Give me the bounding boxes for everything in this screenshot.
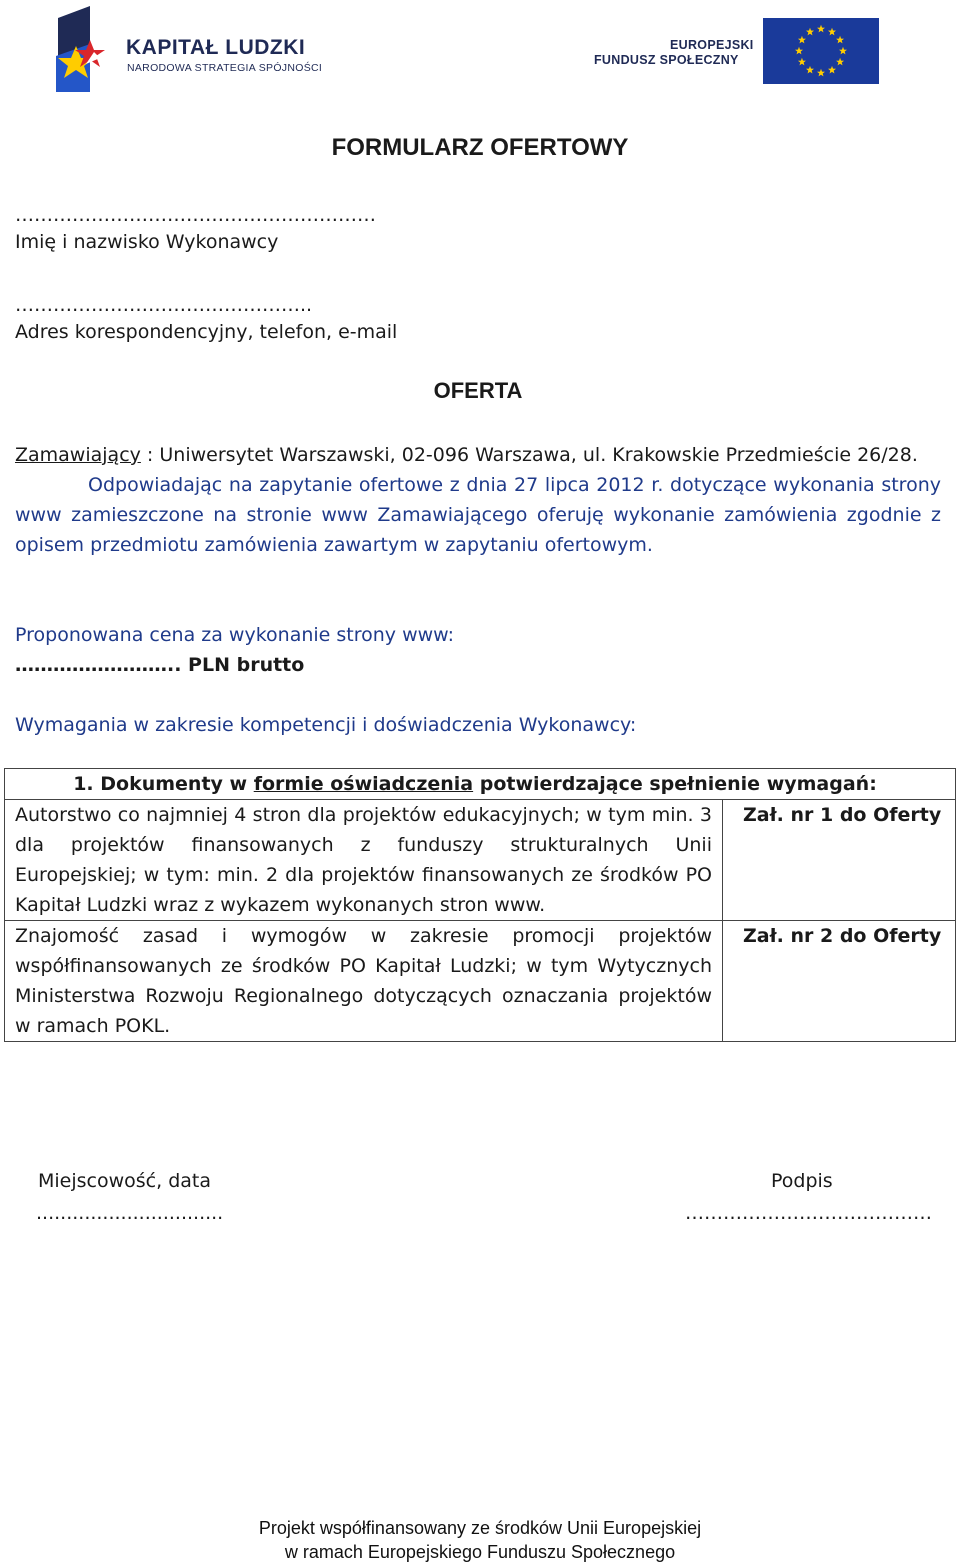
statement-form-link: formie oświadczenia xyxy=(253,773,474,795)
ordering-party xyxy=(15,440,941,470)
table-header-row xyxy=(5,769,956,800)
contractor-name-label: Imię i nazwisko Wykonawcy xyxy=(15,231,279,253)
kapital-ludzki-emblem-icon xyxy=(50,6,130,92)
place-date-label: Miejscowość, data xyxy=(38,1170,211,1192)
eu-flag-icon xyxy=(763,18,879,84)
signature-label: Podpis xyxy=(771,1170,833,1192)
footer xyxy=(0,1516,960,1564)
table-row xyxy=(5,800,956,921)
kapital-ludzki-subtitle: NARODOWA STRATEGIA SPÓJNOŚCI xyxy=(127,62,323,74)
requirement-description: Autorstwo co najmniej 4 stron dla projektów edukacyjnych; w tym min. 3 dla projektów finansowanych z funduszy strukturalnych Unii Europejskiej; w tym: min. 2 dla projektów finansowanych ze środków PO Kapitał Ludzki wraz z wykazem wykonanych stron www. xyxy=(5,800,723,921)
efs-logo xyxy=(590,18,880,86)
kapital-ludzki-name: KAPITAŁ LUDZKI xyxy=(126,36,306,59)
ordering-party-label: Zamawiający xyxy=(15,444,141,466)
place-date-dots: ............................... xyxy=(36,1202,224,1224)
offer-paragraph-text: Odpowiadając na zapytanie ofertowe z dnia 27 lipca 2012 r. dotyczące wykonania strony www zamieszczone na stronie www Zamawiającego oferuję wykonanie zamówienia zgodnie z opisem przedmiotu zamówienia zawartym w zapytaniu ofertowym. xyxy=(15,474,941,556)
contractor-name-dots: ………………………………………………… xyxy=(15,204,376,226)
footer-line1: Projekt współfinansowany ze środków Unii Europejskiej xyxy=(258,1518,702,1538)
requirement-attachment: Zał. nr 2 do Oferty xyxy=(723,921,956,1042)
requirement-attachment: Zał. nr 1 do Oferty xyxy=(723,800,956,921)
price-unit: PLN brutto xyxy=(181,654,305,676)
kapital-ludzki-logo xyxy=(50,6,340,92)
contractor-address-dots: ……………………………………….. xyxy=(15,294,313,316)
signature-dots: ………………………………… xyxy=(685,1202,932,1224)
offer-title: OFERTA xyxy=(433,378,523,403)
offer-paragraph xyxy=(15,470,941,560)
form-title: FORMULARZ OFERTOWY xyxy=(331,134,629,161)
intro-section xyxy=(15,440,941,560)
efs-logo-line1: EUROPEJSKI xyxy=(670,38,754,52)
price-dots: …………………….. xyxy=(15,654,182,676)
efs-logo-line2: FUNDUSZ SPOŁECZNY xyxy=(594,53,739,67)
ordering-party-value: : Uniwersytet Warszawski, 02-096 Warszawa, ul. Krakowskie Przedmieście 26/28. xyxy=(140,444,918,466)
table-header: 1. Dokumenty w formie oświadczenia potwierdzające spełnienie wymagań: xyxy=(5,769,956,800)
contractor-address-label: Adres korespondencyjny, telefon, e-mail xyxy=(15,321,398,343)
requirements-heading: Wymagania w zakresie kompetencji i doświadczenia Wykonawcy: xyxy=(15,714,637,736)
requirement-description: Znajomość zasad i wymogów w zakresie promocji projektów współfinansowanych ze środków PO Kapitał Ludzki; w tym Wytycznych Ministerstwa Rozwoju Regionalnego dotyczących oznaczania projektów w ramach POKL. xyxy=(5,921,723,1042)
footer-line2: w ramach Europejskiego Funduszu Społecznego xyxy=(284,1542,676,1562)
requirements-table xyxy=(4,768,956,1042)
table-row xyxy=(5,921,956,1042)
price-value xyxy=(15,650,304,680)
price-label: Proponowana cena za wykonanie strony www: xyxy=(15,624,455,646)
